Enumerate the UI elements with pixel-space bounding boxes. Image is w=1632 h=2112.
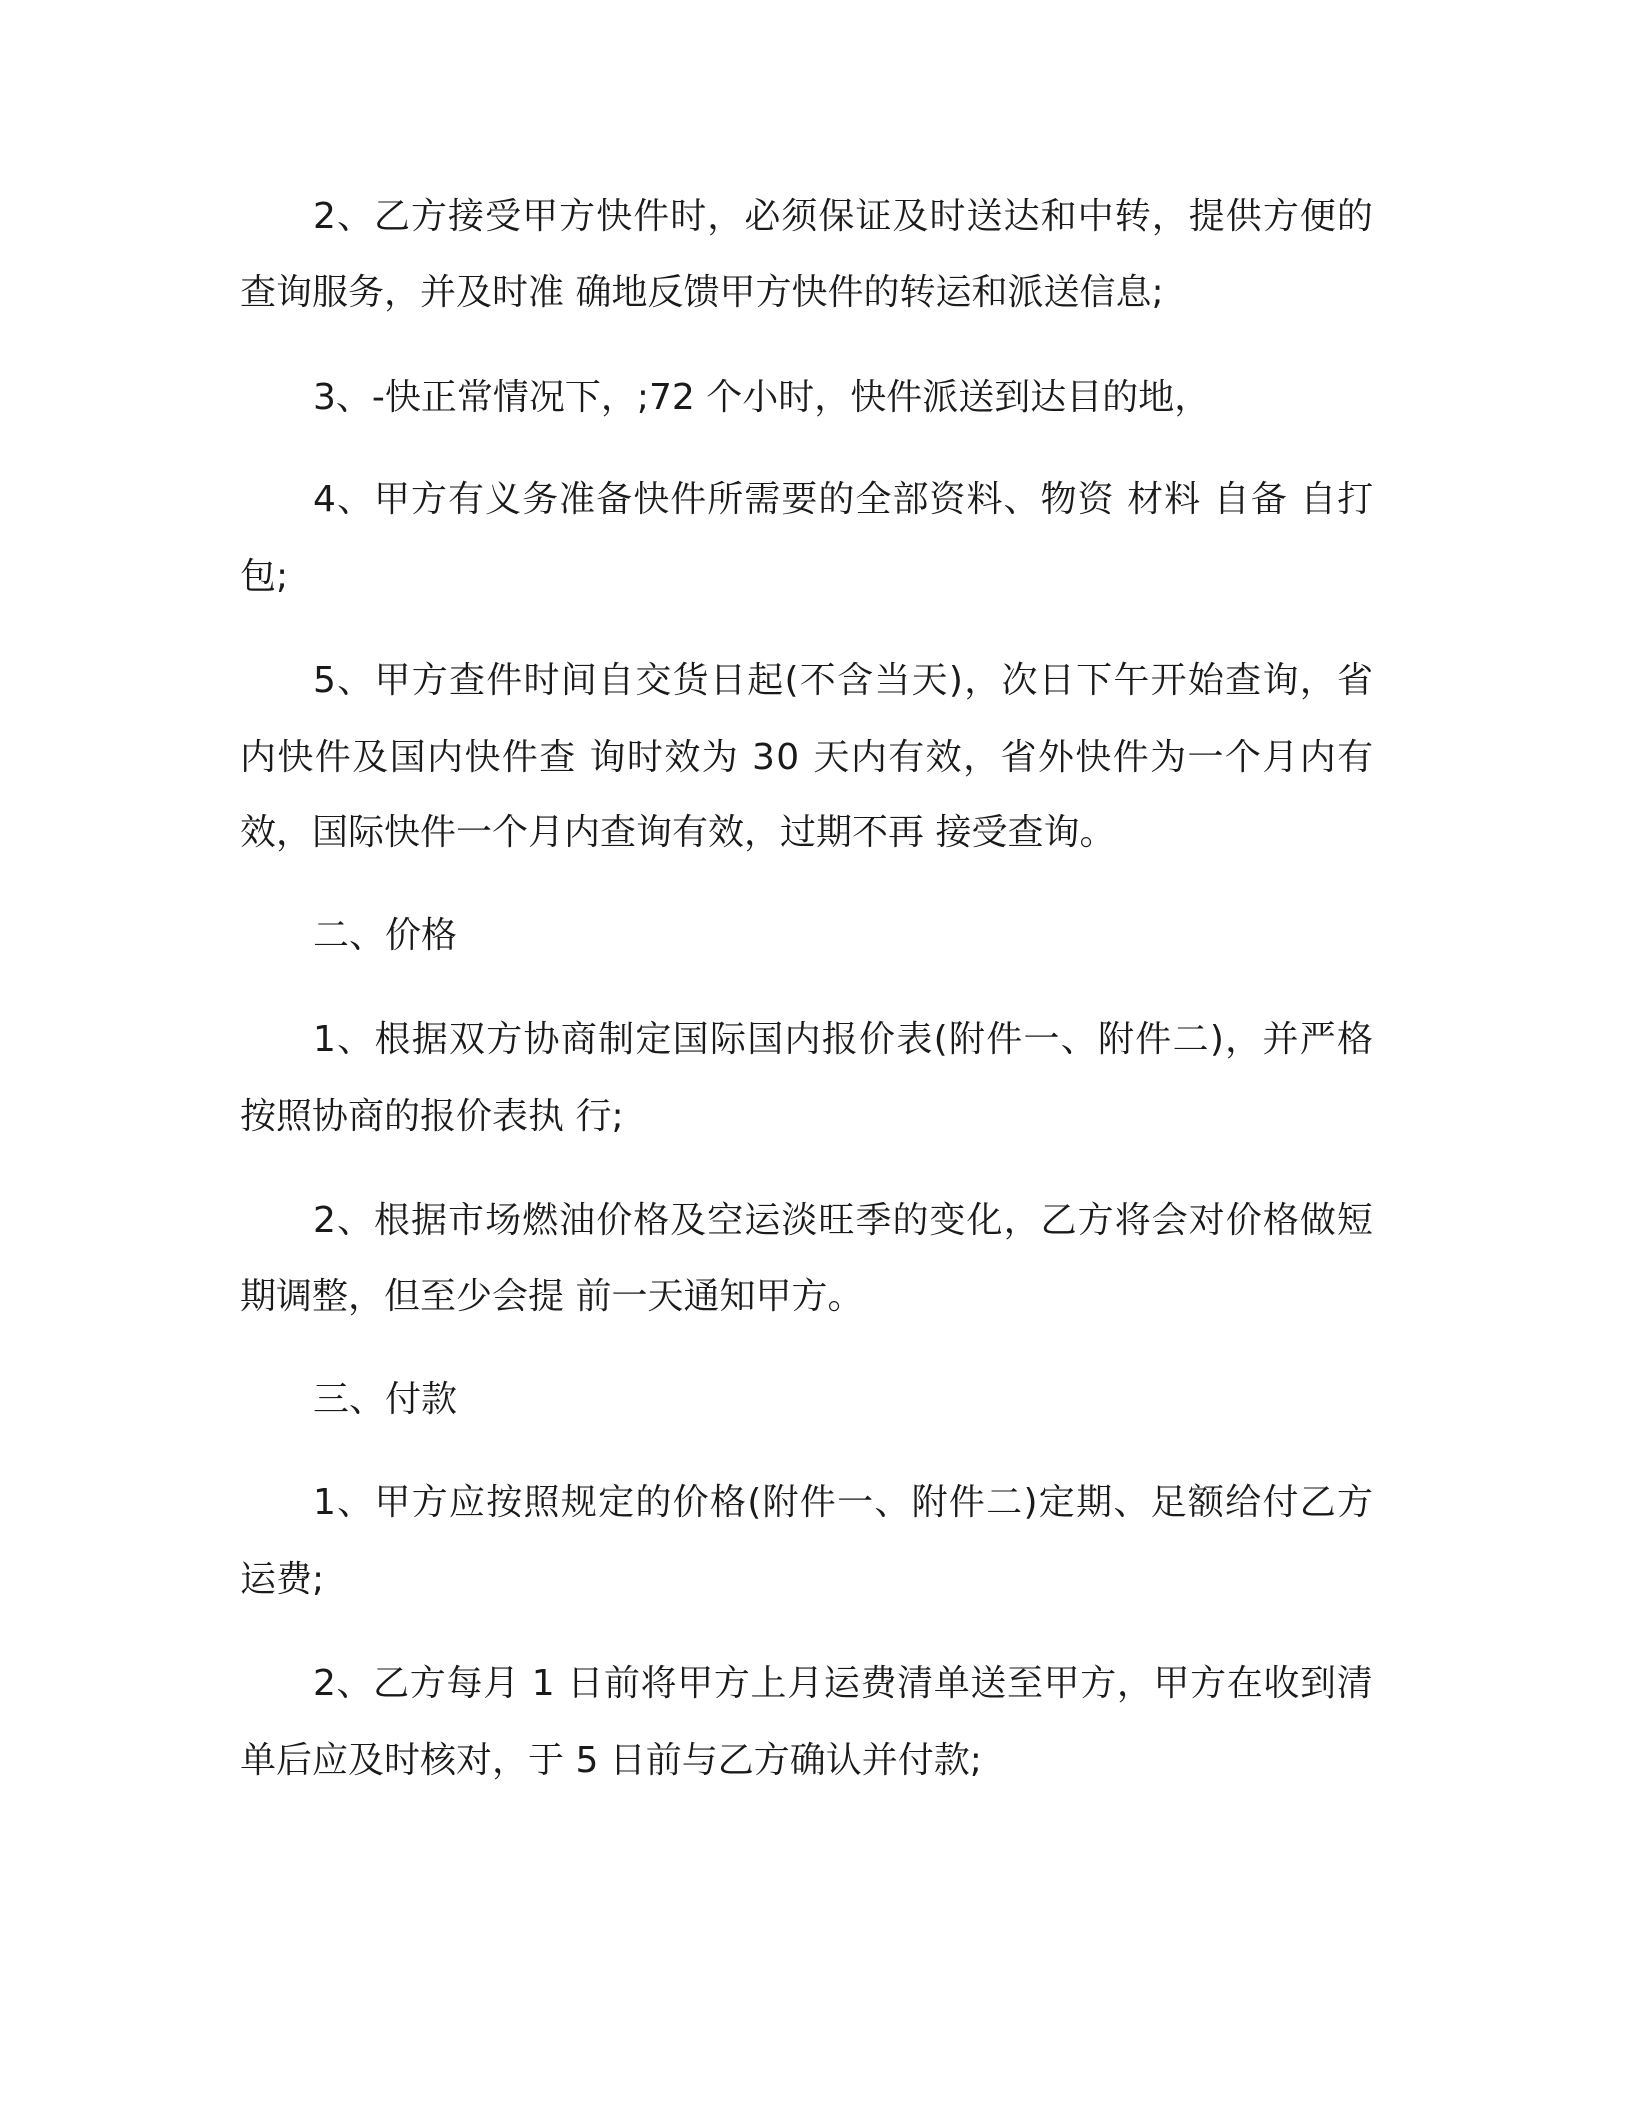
paragraph-line: 1、甲方应按照规定的价格(附件一、附件二)定期、足额给付乙方 <box>313 1482 1375 1523</box>
paragraph-line: 1、根据双方协商制定国际国内报价表(附件一、附件二)，并严格 <box>313 1019 1375 1060</box>
paragraph-line: 运费; <box>240 1559 325 1600</box>
paragraph-line: 包; <box>240 556 289 597</box>
paragraph-line: 5、甲方查件时间自交货日起(不含当天)，次日下午开始查询，省 <box>313 660 1375 701</box>
paragraph-line: 2、乙方每月 1 日前将甲方上月运费清单送至甲方，甲方在收到清 <box>313 1663 1374 1704</box>
paragraph-line: 内快件及国内快件查 询时效为 30 天内有效，省外快件为一个月内有 <box>240 737 1375 778</box>
paragraph-line: 4、甲方有义务准备快件所需要的全部资料、物资 材料 自备 自打 <box>313 479 1375 520</box>
paragraph-line: 单后应及时核对，于 5 日前与乙方确认并付款; <box>240 1740 982 1781</box>
paragraph-line: 2、根据市场燃油价格及空运淡旺季的变化，乙方将会对价格做短 <box>313 1200 1374 1241</box>
section-heading: 二、价格 <box>313 915 458 956</box>
section-heading: 三、付款 <box>313 1379 458 1420</box>
paragraph-line: 2、乙方接受甲方快件时，必须保证及时送达和中转，提供方便的 <box>313 196 1374 237</box>
paragraph-line: 查询服务，并及时准 确地反馈甲方快件的转运和派送信息; <box>240 272 1164 313</box>
paragraph-line: 期调整，但至少会提 前一天通知甲方。 <box>240 1276 864 1317</box>
paragraph-line: 3、-快正常情况下，;72 个小时，快件派送到达目的地， <box>313 377 1211 418</box>
paragraph-line: 效，国际快件一个月内查询有效，过期不再 接受查询。 <box>240 812 1116 853</box>
paragraph-line: 按照协商的报价表执 行; <box>240 1096 624 1137</box>
